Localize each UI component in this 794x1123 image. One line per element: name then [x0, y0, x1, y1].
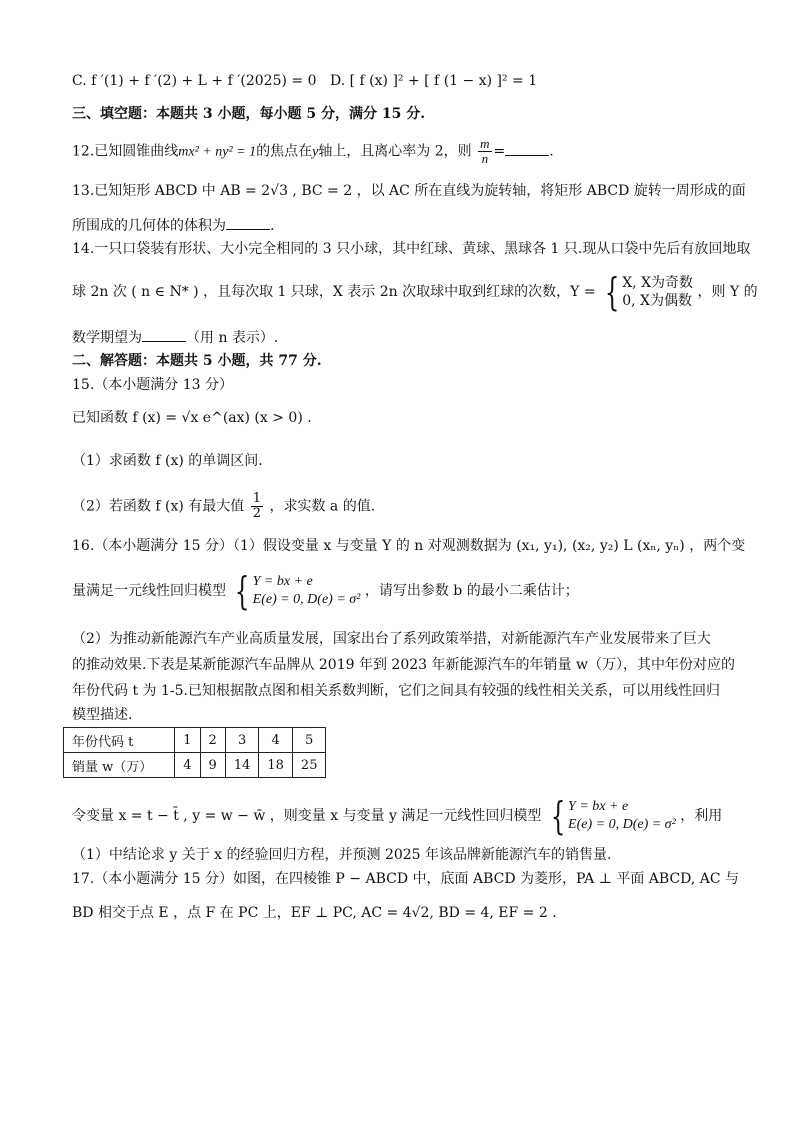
q16-line1: 16.（本小题满分 15 分）（1）假设变量 x 与变量 Y 的 n 对观测数据为 (x₁, y₁), (x₂, y₂) L (xₙ, yₙ) ，两个变: [72, 538, 746, 554]
q16-model-eq2: E(e) = 0, D(e) = σ²: [252, 592, 361, 607]
q12-fraction: [478, 137, 491, 166]
table-cell: 9: [200, 753, 225, 778]
q11-option-d: D. [ f (x) ]² + [ f (1 − x) ]² = 1: [330, 73, 538, 89]
q17-line1: 17.（本小题满分 15 分）如图，在四棱锥 P − ABCD 中，底面 ABCD 为菱形，PA ⊥ 平面 ABCD, AC 与: [72, 871, 740, 887]
q14-text-d: （用 n 表示）.: [186, 330, 279, 346]
q12-denominator: n: [481, 151, 489, 166]
q16-after-line2: （1）中结论求 y 关于 x 的经验回归方程，并预测 2025 年该品牌新能源汽车的销售量.: [72, 847, 612, 863]
q12-equation: mx² + ny² = 1: [178, 144, 257, 160]
brace-icon: {: [235, 569, 250, 613]
q16-after-eq1: Y = bx + e: [568, 799, 629, 814]
brace-icon: {: [604, 270, 620, 314]
q16-text-a: 量满足一元线性回归模型: [72, 583, 226, 599]
q12-text-c: 的焦点在: [256, 143, 313, 160]
q14-answer-blank[interactable]: [142, 327, 186, 342]
table-cell: 4: [259, 728, 293, 753]
q15-given: 已知函数 f (x) = √x e^(ax) (x > 0) .: [72, 410, 312, 426]
q14-line3: [72, 327, 278, 347]
q13-answer-blank[interactable]: [226, 215, 270, 230]
q16-p2-line2: 的推动效果.下表是某新能源汽车品牌从 2019 年到 2023 年新能源汽车的年销量 w（万），其中年份对应的: [72, 657, 735, 673]
q16-p2-line4: 模型描述.: [72, 707, 133, 723]
q17-line2: BD 相交于点 E ，点 F 在 PC 上，EF ⊥ PC, AC = 4√2, BD = 4, EF = 2 .: [72, 905, 557, 921]
q15-part2: [72, 492, 375, 521]
section4-title: 二、解答题：本题共 5 小题，共 77 分.: [72, 353, 322, 369]
table-header-sales: 销量 w（万）: [64, 753, 175, 778]
q13-period: .: [270, 218, 275, 234]
q12-text-a: 12.已知圆锥曲线: [72, 143, 179, 160]
table-cell: 4: [175, 753, 200, 778]
q14-line2: [72, 270, 758, 314]
q16-model-eq1: Y = bx + e: [252, 574, 313, 589]
table-cell: 14: [225, 753, 259, 778]
table-cell: 18: [259, 753, 293, 778]
q14-case-odd: X, X为奇数: [622, 275, 694, 291]
question-12: [72, 137, 554, 166]
table-cell: 1: [175, 728, 200, 753]
q15-head: 15.（本小题满分 13 分）: [72, 377, 233, 393]
section3-title: 三、填空题：本题共 3 小题，每小题 5 分，满分 15 分.: [72, 106, 426, 122]
q16-after-text-a: 令变量 x = t − t̄ , y = w − w̄ ，则变量 x 与变量 y 满足一元线性回归模型: [72, 808, 542, 824]
q12-axis: y: [312, 144, 319, 160]
brace-icon: {: [550, 794, 566, 838]
q15-part2-text-a: （2）若函数 f (x) 有最大值: [72, 498, 245, 515]
q15-part2-text-b: ，求实数 a 的值.: [269, 498, 376, 515]
q14-piecewise: [600, 270, 694, 314]
q13-line1: 13.已知矩形 ABCD 中 AB = 2√3 , BC = 2 ，以 AC 所在直线为旋转轴，将矩形 ABCD 旋转一周形成的面: [72, 183, 746, 199]
q13-line2: [72, 215, 274, 235]
q12-text-e: 轴上，且离心率为 2，则: [318, 143, 472, 160]
table-row: [64, 728, 326, 753]
q12-equals: =: [493, 143, 506, 160]
q11-option-c: C. f ′(1) + f ′(2) + L + f ′(2025) = 0: [72, 73, 317, 89]
q16-text-b: ，请写出参数 b 的最小二乘估计；: [364, 583, 579, 599]
q12-period: .: [549, 143, 554, 160]
q16-after-line: [72, 794, 723, 838]
q12-numerator: m: [480, 136, 490, 151]
table-cell: 5: [292, 728, 326, 753]
q14-line1: 14.一只口袋装有形状、大小完全相同的 3 只小球，其中红球、黄球、黑球各 1 只.现从口袋中先后有放回地取: [72, 241, 751, 257]
q16-p2-line1: （2）为推动新能源汽车产业高质量发展，国家出台了系列政策举措，对新能源汽车产业发展带来了巨大: [72, 631, 711, 647]
q16-model: [230, 569, 361, 613]
q16-after-model: [546, 794, 676, 838]
q15-part1: （1）求函数 f (x) 的单调区间.: [72, 453, 263, 469]
table-cell: 2: [200, 728, 225, 753]
q15-numerator: 1: [252, 491, 261, 506]
table-header-year-code: 年份代码 t: [64, 728, 175, 753]
q14-text-a: 球 2n 次 ( n ∈ N* ) ，且每次取 1 只球，X 表示 2n 次取球中取到红球的次数，Y =: [72, 284, 596, 300]
q14-text-b: ，则 Y 的: [697, 284, 758, 300]
q16-line2: [72, 569, 579, 613]
q16-p2-line3: 年份代码 t 为 1-5.已知根据散点图和相关系数判断，它们之间具有较强的线性相关关系，可以用线性回归: [72, 683, 720, 699]
q14-text-c: 数学期望为: [72, 330, 142, 346]
q12-answer-blank[interactable]: [505, 141, 549, 156]
q15-denominator: 2: [252, 506, 261, 521]
q13-text: 所围成的几何体的体积为: [72, 218, 226, 234]
q16-after-text-b: ，利用: [680, 808, 723, 824]
q15-fraction: [251, 492, 263, 521]
table-cell: 3: [225, 728, 259, 753]
table-cell: 25: [292, 753, 326, 778]
sales-table: [63, 727, 326, 778]
table-row: [64, 753, 326, 778]
q14-case-even: 0, X为偶数: [622, 293, 692, 309]
q16-after-eq2: E(e) = 0, D(e) = σ²: [568, 817, 676, 832]
